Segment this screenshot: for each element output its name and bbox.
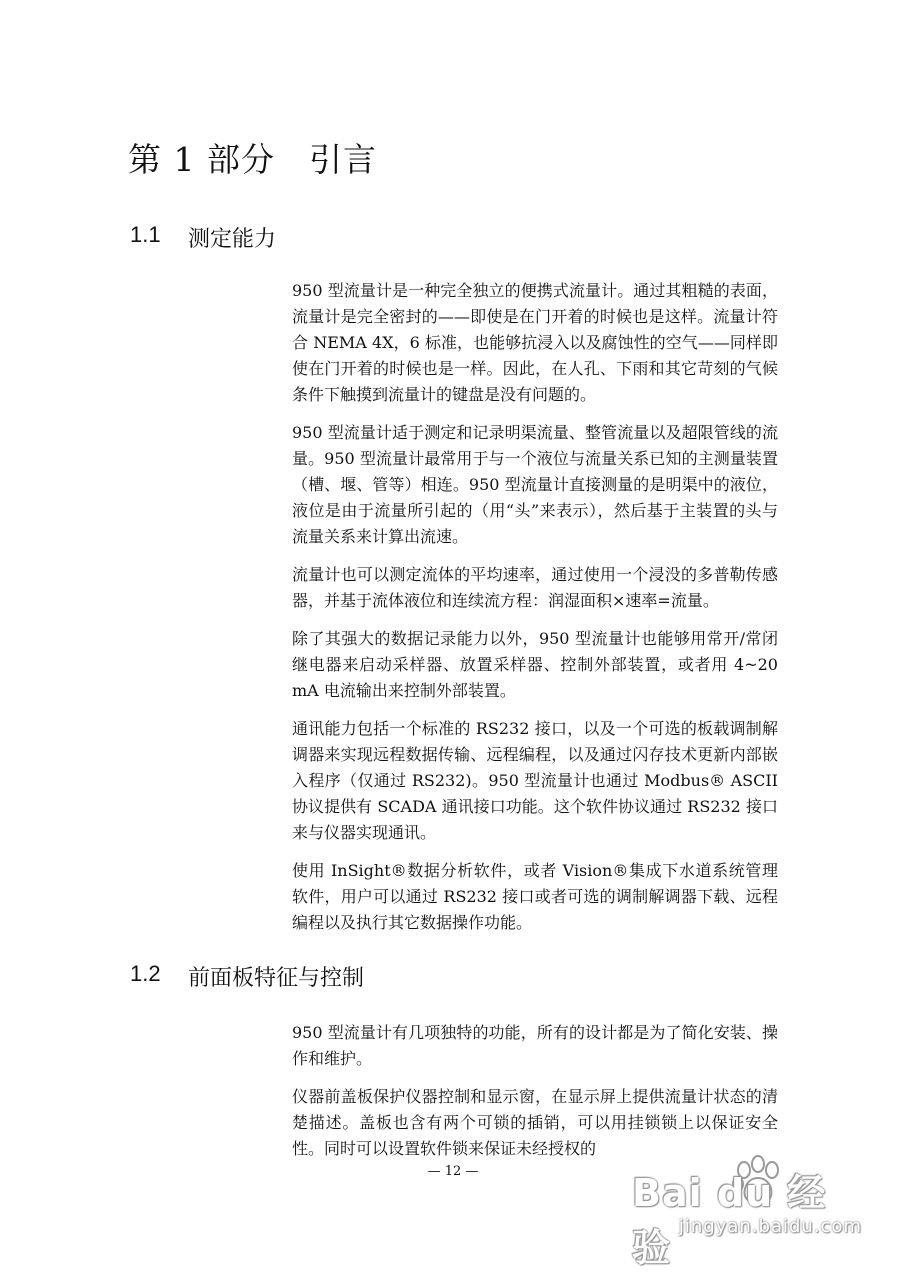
section-number: 1.1 xyxy=(130,222,161,247)
section-heading-1-2 xyxy=(130,961,364,992)
baidu-jingyan-watermark xyxy=(632,1158,882,1270)
section-1-1-body xyxy=(292,278,778,948)
paragraph: 950 型流量计是一种完全独立的便携式流量计。通过其粗糙的表面，流量计是完全密封的——即使是在门开着的时候也是这样。流量计符合 NEMA 4X，6 标准，也能够抗浸入以及腐蚀性的空气——同样即使在门开着的时候也是一样。因此，在人孔、下雨和其它苛刻的气候条件下触摸到流量计的键盘是没有问题的。 xyxy=(292,281,778,404)
section-number: 1.2 xyxy=(130,961,161,986)
section-title: 测定能力 xyxy=(188,227,277,252)
page-number: — 12 — xyxy=(427,1164,479,1179)
paragraph: 流量计也可以测定流体的平均速率，通过使用一个浸没的多普勒传感器，并基于流体液位和连续流方程：润湿面积×速率=流量。 xyxy=(292,565,778,610)
watermark-logo-text: Bai du 经验 xyxy=(632,1171,827,1270)
paragraph: 仪器前盖板保护仪器控制和显示窗，在显示屏上提供流量计状态的清楚描述。盖板也含有两个可锁的插销，可以用挂锁锁上以保证安全性。同时可以设置软件锁来保证未经授权的 xyxy=(292,1087,778,1158)
paragraph: 除了其强大的数据记录能力以外，950 型流量计也能够用常开/常闭继电器来启动采样器、放置采样器、控制外部装置，或者用 4~20 mA 电流输出来控制外部装置。 xyxy=(292,629,778,700)
paragraph: 使用 InSight®数据分析软件，或者 Vision®集成下水道系统管理软件，用户可以通过 RS232 接口或者可选的调制解调器下载、远程编程以及执行其它数据操作功能。 xyxy=(292,861,778,932)
watermark-url: jingyan.baidu.com xyxy=(678,1216,862,1237)
paragraph: 950 型流量计有几项独特的功能，所有的设计都是为了简化安装、操作和维护。 xyxy=(292,1023,778,1068)
section-title: 前面板特征与控制 xyxy=(188,966,365,991)
section-heading-1-1 xyxy=(130,222,276,253)
paragraph: 通讯能力包括一个标准的 RS232 接口，以及一个可选的板载调制解调器来实现远程数据传输、远程编程，以及通过闪存技术更新内部嵌入程序（仅通过 RS232)。950 型流量计也通过 Modbus® ASCII 协议提供有 SCADA 通讯接口功能。这个软件协议通过 RS232 接口来与仪器实现通讯。 xyxy=(292,719,778,842)
chapter-title: 第 1 部分 引言 xyxy=(128,140,377,179)
section-1-2-body xyxy=(292,1020,778,1174)
paragraph: 950 型流量计适于测定和记录明渠流量、整管流量以及超限管线的流量。950 型流量计最常用于与一个液位与流量关系已知的主测量装置（槽、堰、管等）相连。950 型流量计直接测量的是明渠中的液位，液位是由于流量所引起的（用“头”来表示），然后基于主装置的头与流量关系来计算出流速。 xyxy=(292,423,778,546)
